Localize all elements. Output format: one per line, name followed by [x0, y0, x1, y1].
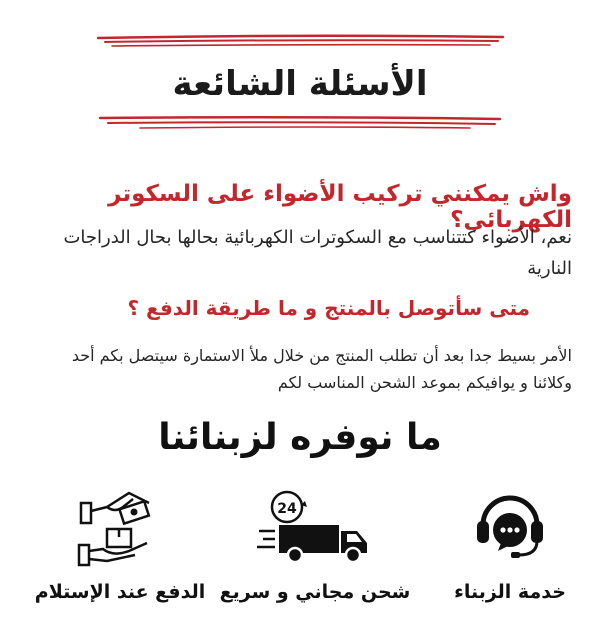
feature-label-customer-service: خدمة الزبناء	[454, 581, 566, 603]
decorative-brush-top	[0, 32, 600, 52]
faq-question-2: متى سأتوصل بالمنتج و ما طريقة الدفع ؟	[127, 296, 530, 320]
cash-on-delivery-icon	[77, 485, 163, 571]
feature-cash-on-delivery	[20, 485, 220, 603]
faq-answer-1: نعم، الأضواء كتتناسب مع السكوترات الكهربائية بحالها بحال الدراجات النارية	[63, 227, 572, 279]
feature-free-shipping	[215, 485, 415, 603]
svg-text:24: 24	[277, 501, 297, 517]
offers-title: ما نوفره لزبنائنا	[158, 417, 442, 458]
faq-title: الأسئلة الشائعة	[172, 64, 428, 104]
feature-label-cash-on-delivery: الدفع عند الإستلام	[34, 581, 206, 603]
headset-chat-icon	[471, 485, 549, 565]
feature-label-free-shipping: شحن مجاني و سريع	[219, 581, 411, 603]
faq-answer-2: الأمر بسيط جدا بعد أن تطلب المنتج من خلال ملأ الاستمارة سيتصل بكم أحد وكلائنا و يوافيكم بموعد الشحن المناسب لكم	[71, 346, 572, 392]
delivery-truck-24-icon	[255, 485, 375, 565]
feature-customer-service	[430, 485, 590, 603]
decorative-brush-bottom	[0, 114, 600, 134]
faq-question-1: واش يمكنني تركيب الأضواء على السكوتر الكهربائي؟	[108, 181, 572, 233]
